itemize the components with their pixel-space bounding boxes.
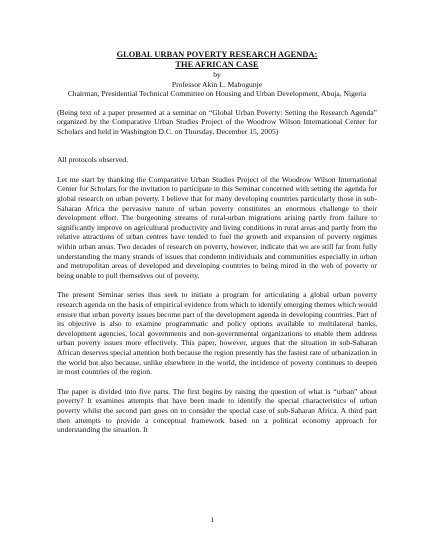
paragraph-1: Let me start by thanking the Comparative Urban Studies Project of the Woodrow Wilson International Center for Scholars for the invitation to participate in this Seminar concerned with setting the agenda for global research on urban poverty. I believe that for many developing countries particularly those in sub-Saharan Africa the pervasive nature of urban poverty constitutes an enormous challenge to their development effort. The burgeoning streams of rural-urban migrations arising partly from failure to significantly improve on agricultural productivity and living conditions in rural areas and partly from the relative attractions of urban centres have tended to fuel the growth and expansion of poverty regimes within urban areas. Two decades of research on poverty, however, indicate that we are still far from fully understanding the many strands of issues that condemn individuals and communities especially in urban and metropolitan areas of developed and developing countries to being mired in the web of poverty or being unable to pull themselves out of poverty. [57, 174, 377, 280]
title-line-1: GLOBAL URBAN POVERTY RESEARCH AGENDA: [116, 50, 318, 59]
by-line: by [213, 70, 221, 79]
paragraph-2: The present Seminar series thus seek to initiate a program for articulating a global urban poverty research agenda on the basis of empirical evidence from which to identify emerging themes which would ensure that urban poverty issues become part of the development agenda in developing countries. Part of its objective is also to examine programmatic and policy options available to multilateral banks, development agencies, local governments and non-governmental organizations to enable them address urban poverty issues more effectively. This paper, however, argues that the situation in sub-Saharan African deserves special attention both because the region presently has the fastest rate of urbanization in the world but also because, unlike elsewhere in the world, the incidence of poverty continues to deepen in most countries of the region. [57, 290, 377, 377]
paragraph-3: The paper is divided into five parts. The first begins by raising the question of what is “urban” about poverty? It examines attempts that have been made to identify the special characteristics of urban poverty whilst the second part goes on to consider the special case of sub-Saharan Africa. A third part then attempts to provide a conceptual framework based on a political economy approach for understanding the situation. It [57, 386, 377, 435]
protocol-line: All protocols observed. [57, 155, 129, 165]
presentation-note: (Being text of a paper presented at a seminar on “Global Urban Poverty: Setting the Research Agenda” organized by the Comparative Urban Studies Project of the Woodrow Wilson International Center for Scholars and held in Washington D.C. on Thursday, December 15, 2005) [57, 107, 377, 136]
author-name: Professor Akin L. Mabogunje [171, 79, 263, 89]
page-number: 1 [210, 516, 215, 524]
author-affiliation: Chairman, Presidential Technical Committee on Housing and Urban Development, Abuja, Nigeria [67, 89, 367, 98]
title-line-2: THE AFRICAN CASE [175, 60, 259, 69]
